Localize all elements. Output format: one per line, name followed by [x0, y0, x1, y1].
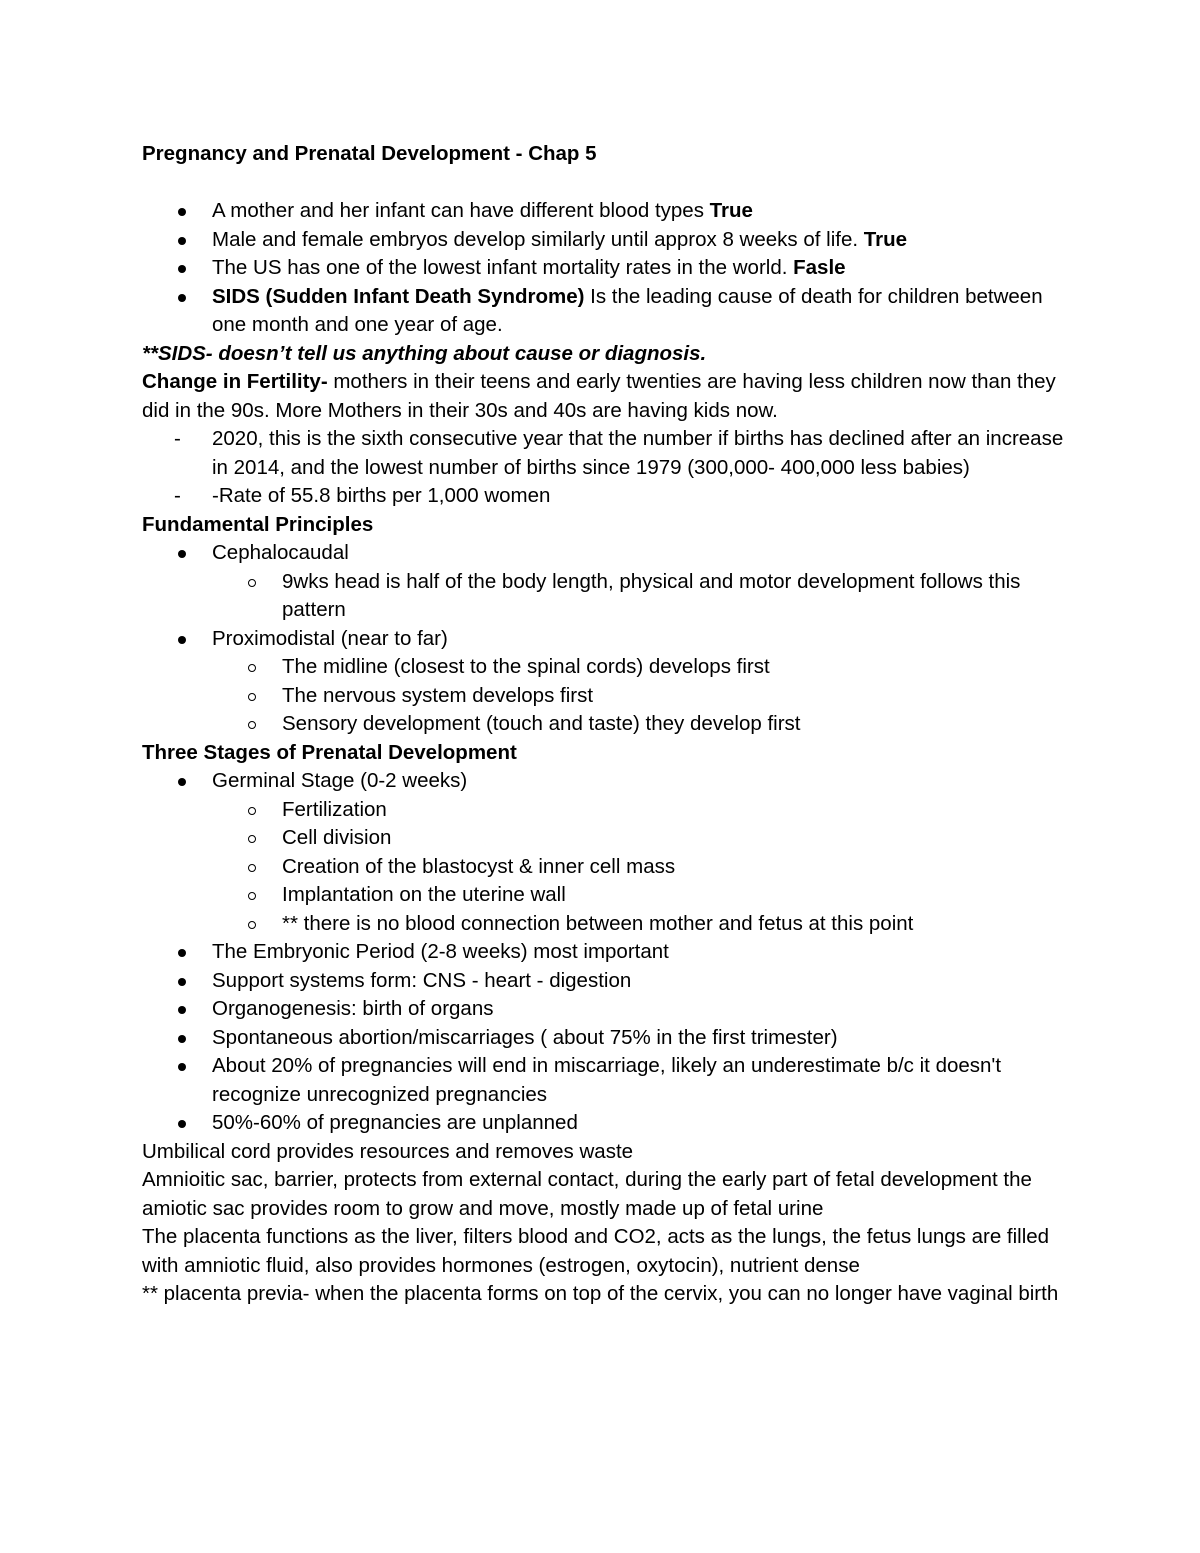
list-item: The US has one of the lowest infant mortality rates in the world. Fasle: [142, 254, 1072, 283]
sub-list-item: Sensory development (touch and taste) they develop first: [142, 710, 1072, 739]
sub-list-item: 9wks head is half of the body length, physical and motor development follows this pattern: [142, 568, 1072, 625]
answer-label: Fasle: [793, 256, 846, 279]
list-item: Germinal Stage (0-2 weeks): [142, 767, 1072, 796]
stages-list: [142, 767, 1072, 1138]
sub-list-item: Implantation on the uterine wall: [142, 881, 1072, 910]
list-item: Spontaneous abortion/miscarriages ( about 75% in the first trimester): [142, 1024, 1072, 1053]
list-item: A mother and her infant can have different blood types True: [142, 197, 1072, 226]
list-item: SIDS (Sudden Infant Death Syndrome) Is the leading cause of death for children between one month and one year of age.: [142, 283, 1072, 340]
list-item: Male and female embryos develop similarly until approx 8 weeks of life. True: [142, 226, 1072, 255]
answer-label: True: [709, 199, 753, 222]
paragraph: Amnioitic sac, barrier, protects from external contact, during the early part of fetal development the amiotic sac provides room to grow and move, mostly made up of fetal urine: [142, 1168, 1032, 1220]
document-page: [142, 139, 1072, 1309]
list-item: Organogenesis: birth of organs: [142, 995, 1072, 1024]
sub-list-item: Creation of the blastocyst & inner cell mass: [142, 853, 1072, 882]
principles-list: [142, 539, 1072, 739]
quiz-list: [142, 197, 1072, 340]
fertility-label: Change in Fertility-: [142, 370, 328, 393]
sub-list-item: The nervous system develops first: [142, 682, 1072, 711]
paragraph: The placenta functions as the liver, filters blood and CO2, acts as the lungs, the fetus lungs are filled with amniotic fluid, also provides hormones (estrogen, oxytocin), nutrient dense: [142, 1225, 1050, 1277]
sids-note: **SIDS- doesn’t tell us anything about cause or diagnosis.: [142, 341, 707, 365]
sids-term: SIDS (Sudden Infant Death Syndrome): [212, 284, 585, 308]
section-heading: Fundamental Principles: [142, 512, 374, 536]
answer-label: True: [863, 227, 908, 251]
section-heading: Three Stages of Prenatal Development: [142, 740, 517, 764]
list-item: Support systems form: CNS - heart - digestion: [142, 967, 1072, 996]
fertility-list: [142, 425, 1072, 511]
document-title: Pregnancy and Prenatal Development - Chap 5: [142, 142, 597, 165]
sub-list-item: The midline (closest to the spinal cords) develops first: [142, 653, 1072, 682]
sub-list-item: ** there is no blood connection between mother and fetus at this point: [142, 910, 1072, 939]
fertility-paragraph: Change in Fertility- mothers in their teens and early twenties are having less children now than they did in the 90s. More Mothers in their 30s and 40s are having kids now.: [142, 370, 1056, 422]
list-item: - -Rate of 55.8 births per 1,000 women: [142, 482, 1072, 511]
list-item: 50%-60% of pregnancies are unplanned: [142, 1109, 1072, 1138]
paragraph: ** placenta previa- when the placenta forms on top of the cervix, you can no longer have vaginal birth: [142, 1282, 1059, 1305]
sub-list-item: Fertilization: [142, 796, 1072, 825]
list-item: Proximodistal (near to far): [142, 625, 1072, 654]
list-item: Cephalocaudal: [142, 539, 1072, 568]
list-item: The Embryonic Period (2-8 weeks) most important: [142, 938, 1072, 967]
list-item: - 2020, this is the sixth consecutive year that the number if births has declined after an increase in 2014, and the lowest number of births since 1979 (300,000- 400,000 less babies): [142, 425, 1072, 482]
list-item: About 20% of pregnancies will end in miscarriage, likely an underestimate b/c it doesn't recognize unrecognized pregnancies: [142, 1052, 1072, 1109]
paragraph: Umbilical cord provides resources and removes waste: [142, 1139, 634, 1163]
sub-list-item: Cell division: [142, 824, 1072, 853]
